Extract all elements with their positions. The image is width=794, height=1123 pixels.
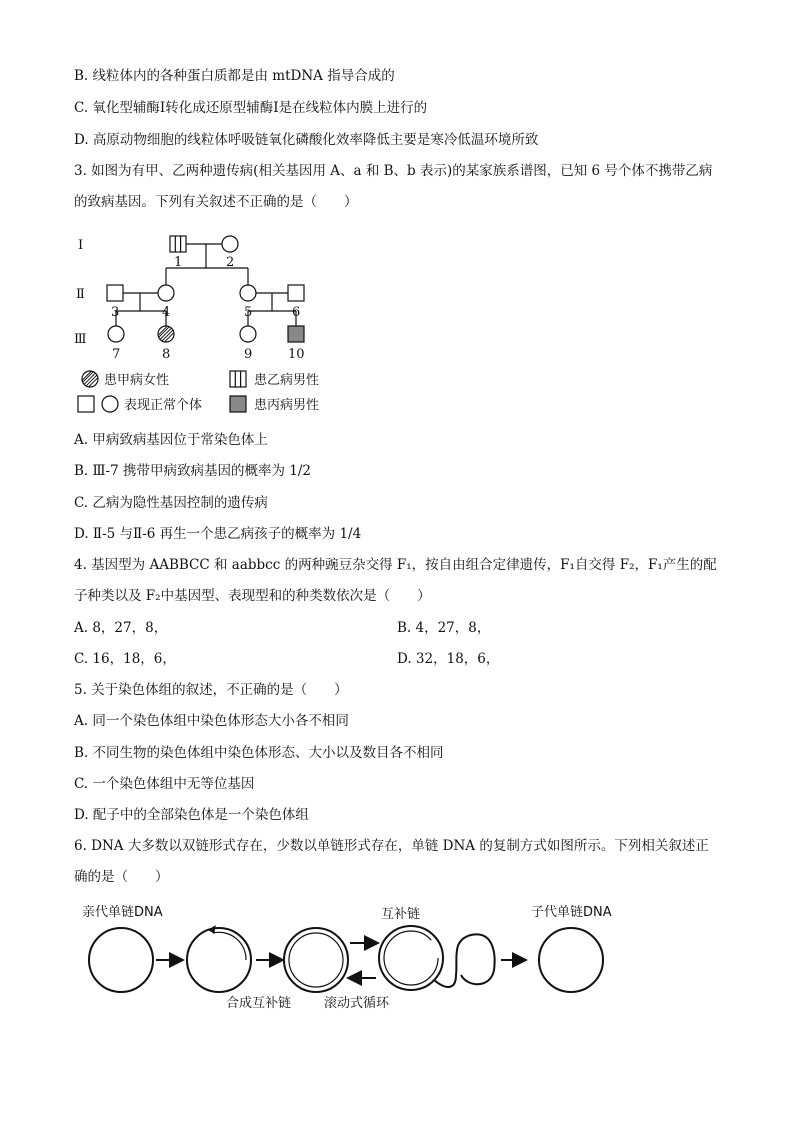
individual-4-normal-female — [158, 285, 174, 301]
id-label-5: 5 — [244, 305, 253, 320]
q3-stem-line2: 的致病基因。下列有关叙述不正确的是（ ） — [74, 194, 358, 210]
synthesizing-circle — [187, 928, 251, 992]
child-dna-circle — [539, 928, 603, 992]
q2-option-b: B. 线粒体内的各种蛋白质都是由 mtDNA 指导合成的 — [74, 68, 395, 84]
legend-affected-c-male-label: 患丙病男性 — [254, 398, 320, 413]
q6-stem-line1: 6. DNA 大多数以双链形式存在，少数以单链形式存在，单链 DNA 的复制方式如图所示。下列相关叙述正 — [74, 838, 709, 854]
individual-10-affected-c-male — [288, 326, 304, 342]
legend-normal-label: 表现正常个体 — [124, 398, 203, 413]
q2-option-c: C. 氧化型辅酶Ⅰ转化成还原型辅酶Ⅰ是在线粒体内膜上进行的 — [74, 100, 428, 116]
generation-label-3: Ⅲ — [74, 332, 87, 347]
id-label-2: 2 — [226, 255, 235, 270]
legend-normal-female-symbol — [102, 396, 118, 412]
complement-label: 互补链 — [381, 907, 421, 922]
parent-label: 亲代单链DNA — [82, 905, 163, 920]
q5-option-b: B. 不同生物的染色体组中染色体形态、大小以及数目各不相同 — [74, 745, 444, 761]
double-circle-outer — [284, 928, 348, 992]
rolling-label: 滚动式循环 — [324, 996, 390, 1011]
id-label-4: 4 — [162, 305, 171, 320]
q5-stem: 5. 关于染色体组的叙述，不正确的是（ ） — [74, 682, 348, 698]
q4-option-c: C. 16，18，6， — [74, 651, 176, 667]
rolling-circle — [379, 926, 443, 990]
q4-stem-line2: 子种类以及 F₂中基因型、表现型和的种类数依次是（ ） — [74, 588, 431, 604]
q4-option-b: B. 4，27，8， — [397, 620, 491, 636]
q3-option-c: C. 乙病为隐性基因控制的遗传病 — [74, 495, 268, 511]
q4-option-a: A. 8，27，8， — [74, 620, 168, 636]
id-label-8: 8 — [162, 347, 171, 362]
dna-replication-diagram — [76, 900, 636, 1020]
legend-affected-a-female-label: 患甲病女性 — [104, 373, 170, 388]
id-label-6: 6 — [292, 305, 301, 320]
individual-9-normal-female — [240, 326, 256, 342]
q5-option-d: D. 配子中的全部染色体是一个染色体组 — [74, 807, 309, 823]
parent-dna-circle — [89, 928, 153, 992]
individual-6-normal-male — [288, 285, 304, 301]
legend-affected-b-male-symbol — [230, 371, 246, 387]
child-label: 子代单链DNA — [531, 905, 612, 920]
id-label-3: 3 — [111, 305, 120, 320]
legend-affected-c-male-symbol — [230, 396, 246, 412]
individual-7-normal-female — [108, 326, 124, 342]
id-label-1: 1 — [174, 255, 183, 270]
q5-option-a: A. 同一个染色体组中染色体形态大小各不相同 — [74, 713, 349, 729]
id-label-7: 7 — [112, 347, 121, 362]
double-circle-inner — [289, 933, 343, 987]
id-label-9: 9 — [244, 347, 253, 362]
q3-stem-line1: 3. 如图为有甲、乙两种遗传病(相关基因用 A、a 和 B、b 表示)的某家族系谱图，已知 6 号个体不携带乙病 — [74, 163, 713, 179]
q6-stem-line2: 确的是（ ） — [74, 869, 169, 885]
individual-5-normal-female — [240, 285, 256, 301]
individual-1-affected-b-male — [170, 236, 186, 252]
legend-affected-b-male-label: 患乙病男性 — [254, 373, 320, 388]
q3-option-b: B. Ⅲ-7 携带甲病致病基因的概率为 1/2 — [74, 463, 311, 479]
q5-option-c: C. 一个染色体组中无等位基因 — [74, 776, 255, 792]
q3-option-a: A. 甲病致病基因位于常染色体上 — [74, 432, 268, 448]
generation-label-1: Ⅰ — [78, 238, 84, 253]
individual-2-normal-female — [222, 236, 238, 252]
q3-option-d: D. Ⅱ-5 与Ⅱ-6 再生一个患乙病孩子的概率为 1/4 — [74, 526, 362, 542]
q4-stem-line1: 4. 基因型为 AABBCC 和 aabbcc 的两种豌豆杂交得 F₁，按自由组合定律遗传，F₁自交得 F₂，F₁产生的配 — [74, 557, 717, 573]
pedigree-chart — [70, 228, 370, 418]
synth-label: 合成互补链 — [226, 996, 292, 1011]
id-label-10: 10 — [288, 347, 305, 362]
legend-normal-male-symbol — [78, 396, 94, 412]
q4-option-d: D. 32，18，6， — [397, 651, 500, 667]
generation-label-2: Ⅱ — [76, 287, 85, 302]
individual-3-normal-male — [107, 285, 123, 301]
complement-start-arrow — [209, 926, 215, 933]
rolling-inner — [384, 931, 438, 985]
q2-option-d: D. 高原动物细胞的线粒体呼吸链氧化磷酸化效率降低主要是寒冷低温环境所致 — [74, 132, 539, 148]
